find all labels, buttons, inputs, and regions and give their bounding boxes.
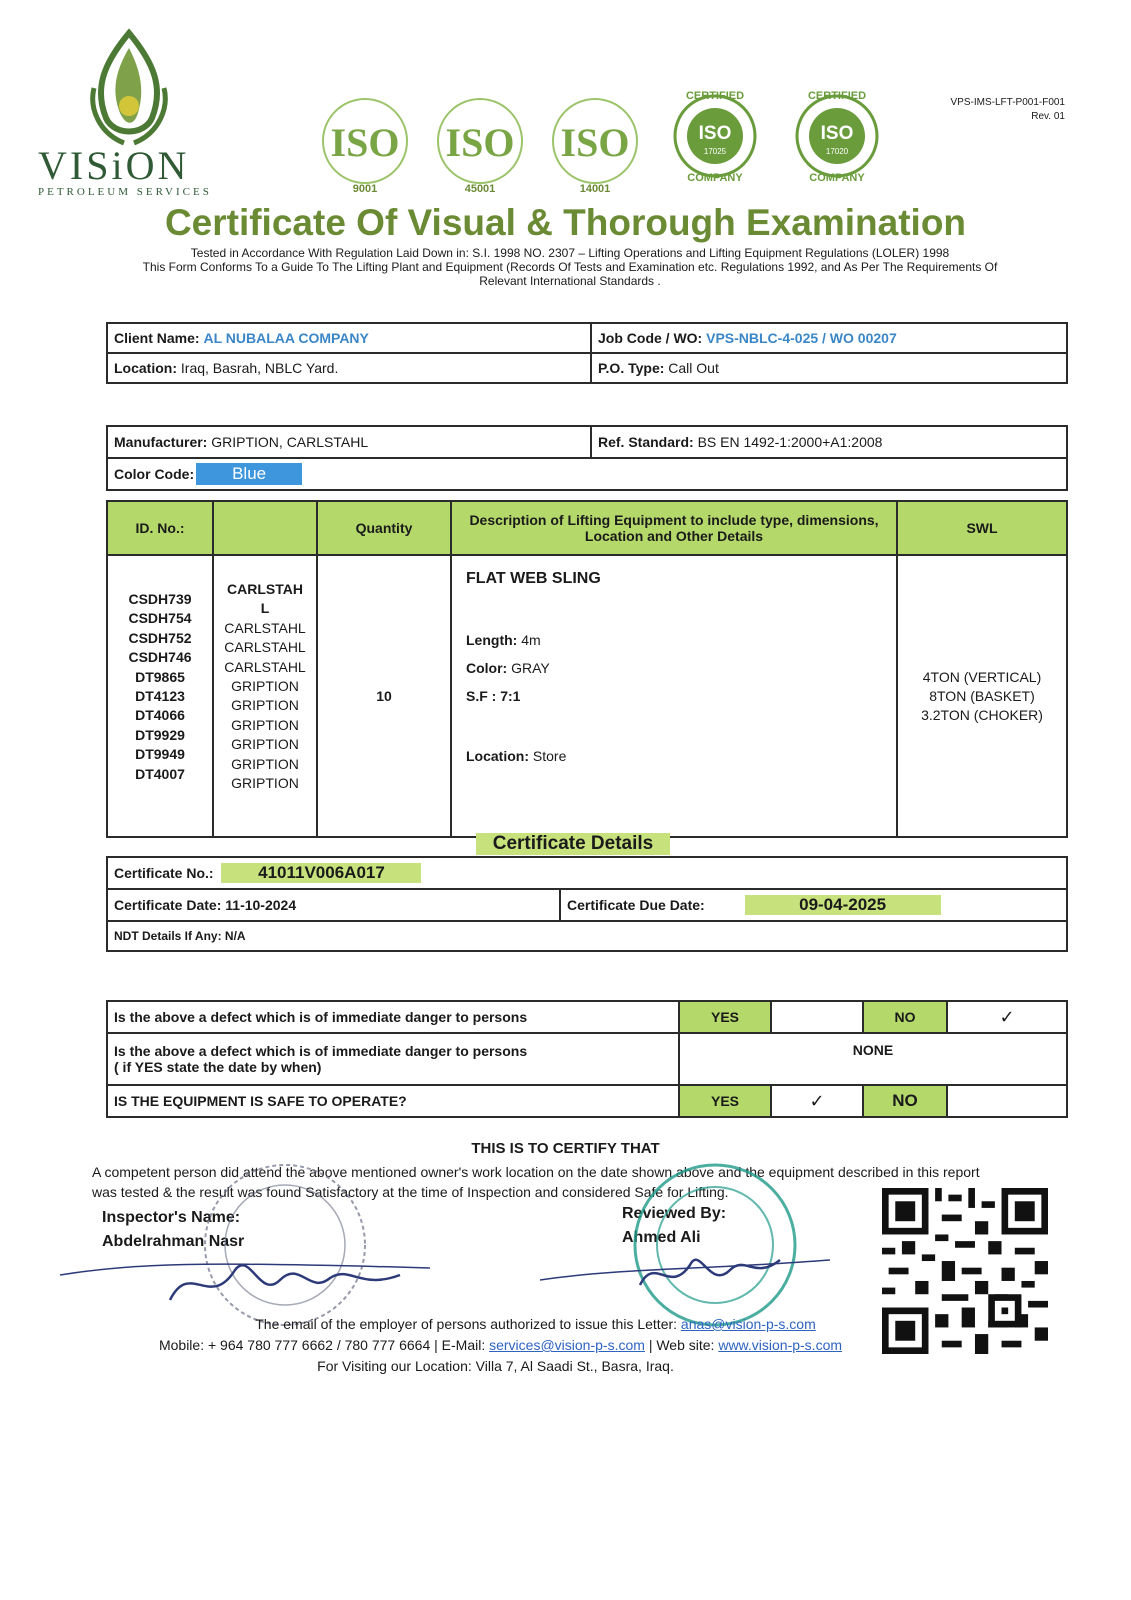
certificate-details-title: Certificate Details	[476, 833, 670, 855]
safe-no: NO	[863, 1085, 947, 1117]
maker-item: GRIPTION	[231, 736, 299, 753]
id-item: CSDH754	[128, 610, 192, 627]
color-code-label: Color Code:	[114, 466, 195, 482]
client-table	[106, 322, 1068, 384]
certificate-table	[106, 856, 1068, 952]
iso-14001-badge	[553, 99, 637, 195]
length-value: 4m	[521, 632, 541, 648]
id-item: CSDH739	[128, 591, 192, 607]
document-reference	[951, 96, 1065, 124]
certified-17025-text: ISO	[698, 123, 732, 144]
certified-17020-top: CERTIFIED	[807, 90, 867, 102]
equipment-table	[106, 500, 1068, 838]
certify-line: was tested & the result was found Satisfactory at the time of Inspection and considered Safe for Lifting.	[92, 1184, 729, 1200]
certify-line: A competent person did attend the above mentioned owner's work location on the date shown above and the equipment described in this report	[92, 1164, 980, 1180]
website-link[interactable]: www.vision-p-s.com	[718, 1337, 843, 1353]
web-label: | Web site:	[648, 1337, 715, 1353]
length-label: Length:	[466, 632, 518, 648]
company-logo	[34, 28, 224, 198]
manufacturer-label: Manufacturer:	[114, 434, 208, 450]
maker-item: GRIPTION	[231, 697, 299, 714]
certificate-date: 11-10-2024	[225, 897, 297, 913]
header-swl: SWL	[897, 501, 1067, 555]
defect-question-1: Is the above a defect which is of immediate danger to persons	[107, 1001, 679, 1033]
mobile-label: Mobile: + 964 780 777 6662 / 780 777 6664 | E-Mail:	[158, 1337, 486, 1353]
certified-17025-badge	[675, 90, 755, 184]
id-item: DT9865	[135, 668, 185, 685]
doc-revision: Rev. 01	[1031, 111, 1065, 122]
ref-standard-label: Ref. Standard:	[598, 434, 694, 450]
id-list	[107, 555, 213, 837]
due-date-label: Certificate Due Date:	[567, 897, 705, 913]
store-location-label: Location:	[466, 748, 529, 764]
safe-question: IS THE EQUIPMENT IS SAFE TO OPERATE?	[107, 1085, 679, 1117]
quantity-cell: 10	[317, 555, 451, 837]
reviewer-name: Ahmed Ali	[622, 1229, 701, 1246]
safe-yes-checkmark: ✓	[771, 1085, 863, 1117]
auth-email-label: The email of the employer of persons authorized to issue this Letter:	[255, 1316, 678, 1332]
certify-heading: THIS IS TO CERTIFY THAT	[471, 1140, 660, 1157]
doc-code: VPS-IMS-LFT-P001-F001	[950, 97, 1065, 108]
certificate-no: 41011V006A017	[221, 863, 421, 883]
subtitle-line: This Form Conforms To a Guide To The Lifting Plant and Equipment (Records Of Tests and Examination etc. Regulations 1992, and As Per The Requirements Of	[142, 260, 998, 274]
maker-item: CARLSTAHL	[224, 619, 306, 636]
iso-14001-text: ISO	[560, 120, 630, 165]
defect-1-no: NO	[863, 1001, 947, 1033]
certified-17025-bottom: COMPANY	[687, 172, 743, 184]
client-name: AL NUBALAA COMPANY	[203, 330, 369, 346]
address-line: For Visiting our Location: Villa 7, Al Saadi St., Basra, Iraq.	[317, 1358, 674, 1374]
maker-list	[213, 555, 317, 837]
inspector-label: Inspector's Name:	[102, 1209, 241, 1226]
defect-2-answer: NONE	[679, 1033, 1067, 1085]
inspector-name: Abdelrahman Nasr	[102, 1233, 245, 1250]
ref-standard-value: BS EN 1492-1:2000+A1:2008	[697, 434, 883, 450]
defect-1-yes-box	[771, 1001, 863, 1033]
header-description: Description of Lifting Equipment to include type, dimensions, Location and Other Details	[451, 501, 897, 555]
id-item: DT4007	[135, 765, 185, 782]
reviewer-label: Reviewed By:	[622, 1205, 727, 1222]
auth-email-link[interactable]: anas@vision-p-s.com	[680, 1316, 816, 1332]
certificate-no-label: Certificate No.:	[114, 865, 214, 881]
drop-leaf-icon	[34, 28, 224, 148]
iso-14001-number: 14001	[579, 183, 611, 195]
iso-9001-text: ISO	[330, 120, 400, 165]
location-label: Location:	[114, 360, 177, 376]
swl-cell	[897, 555, 1067, 837]
swl-line: 8TON (BASKET)	[929, 687, 1035, 704]
defect-question-2	[107, 1033, 679, 1085]
defect-question-2-line1: Is the above a defect which is of immediate danger to persons	[114, 1043, 528, 1059]
defect-1-checkmark: ✓	[947, 1001, 1067, 1033]
maker-item: L	[260, 600, 270, 617]
maker-item: GRIPTION	[231, 755, 299, 772]
certified-17020-text: ISO	[820, 123, 854, 144]
iso-badges	[310, 86, 890, 201]
manufacturer-table	[106, 425, 1068, 491]
iso-45001-badge	[438, 99, 522, 195]
maker-item: CARLSTAHL	[224, 658, 306, 675]
id-item: CSDH746	[128, 649, 192, 666]
iso-9001-badge	[323, 99, 407, 195]
color-label: Color:	[466, 660, 508, 676]
brand-name: VISiON	[38, 143, 190, 188]
maker-item: CARLSTAH	[227, 581, 303, 597]
safe-no-box	[947, 1085, 1067, 1117]
safety-factor: S.F : 7:1	[466, 688, 521, 704]
id-item: DT9949	[135, 746, 185, 763]
id-item: CSDH752	[128, 629, 192, 646]
contact-block	[0, 1314, 1131, 1377]
auth-email-line	[0, 1314, 1131, 1335]
safe-yes: YES	[679, 1085, 771, 1117]
iso-45001-text: ISO	[445, 120, 515, 165]
maker-item: GRIPTION	[231, 716, 299, 733]
id-item: DT4123	[135, 688, 185, 705]
page-title: Certificate Of Visual & Thorough Examination	[164, 202, 967, 243]
certified-17025-top: CERTIFIED	[685, 90, 745, 102]
maker-item: GRIPTION	[231, 775, 299, 792]
certified-17025-number: 17025	[703, 147, 727, 156]
header-quantity: Quantity	[317, 501, 451, 555]
ndt-label: NDT Details If Any:	[114, 929, 222, 943]
header-maker	[213, 501, 317, 555]
defect-1-yes: YES	[679, 1001, 771, 1033]
certified-17020-number: 17020	[825, 147, 849, 156]
due-date: 09-04-2025	[745, 895, 941, 915]
certificate-date-label: Certificate Date:	[114, 897, 222, 913]
color-code-chip: Blue	[196, 463, 302, 485]
manufacturer-value: GRIPTION, CARLSTAHL	[211, 434, 369, 450]
header-id: ID. No.:	[107, 501, 213, 555]
reviewer-signature-stamp	[540, 1160, 840, 1330]
maker-item: GRIPTION	[231, 678, 299, 695]
iso-9001-number: 9001	[352, 183, 378, 195]
iso-45001-number: 45001	[464, 183, 496, 195]
client-name-label: Client Name:	[114, 330, 200, 346]
swl-line: 3.2TON (CHOKER)	[921, 706, 1043, 723]
location-value: Iraq, Basrah, NBLC Yard.	[180, 360, 339, 376]
subtitle-line: Relevant International Standards .	[479, 274, 661, 288]
page-subtitle	[70, 246, 1070, 288]
mobile-line	[0, 1335, 1131, 1356]
description-cell	[451, 555, 897, 837]
defect-question-2-line2: ( if YES state the date by when)	[114, 1059, 322, 1075]
ndt-value: N/A	[224, 929, 246, 943]
po-type-label: P.O. Type:	[598, 360, 665, 376]
description-title: FLAT WEB SLING	[466, 570, 601, 587]
id-item: DT9929	[135, 726, 185, 743]
certified-17020-bottom: COMPANY	[809, 172, 865, 184]
certified-17020-badge	[797, 90, 877, 184]
subtitle-line: Tested in Accordance With Regulation Laid Down in: S.I. 1998 NO. 2307 – Lifting Operations and Lifting Equipment Regulations (LOLER) 1998	[190, 246, 950, 260]
id-item: DT4066	[135, 707, 185, 724]
job-code-label: Job Code / WO:	[598, 330, 703, 346]
job-code: VPS-NBLC-4-025 / WO 00207	[706, 330, 897, 346]
maker-item: CARLSTAHL	[224, 639, 306, 656]
store-location-value: Store	[532, 748, 567, 764]
brand-subtitle: PETROLEUM SERVICES	[38, 186, 212, 198]
inspector-signature-stamp	[60, 1150, 440, 1340]
swl-line: 4TON (VERTICAL)	[922, 668, 1042, 685]
color-value: GRAY	[511, 660, 550, 676]
services-email-link[interactable]: services@vision-p-s.com	[489, 1337, 645, 1353]
po-type-value: Call Out	[668, 360, 719, 376]
defects-table	[106, 1000, 1068, 1118]
